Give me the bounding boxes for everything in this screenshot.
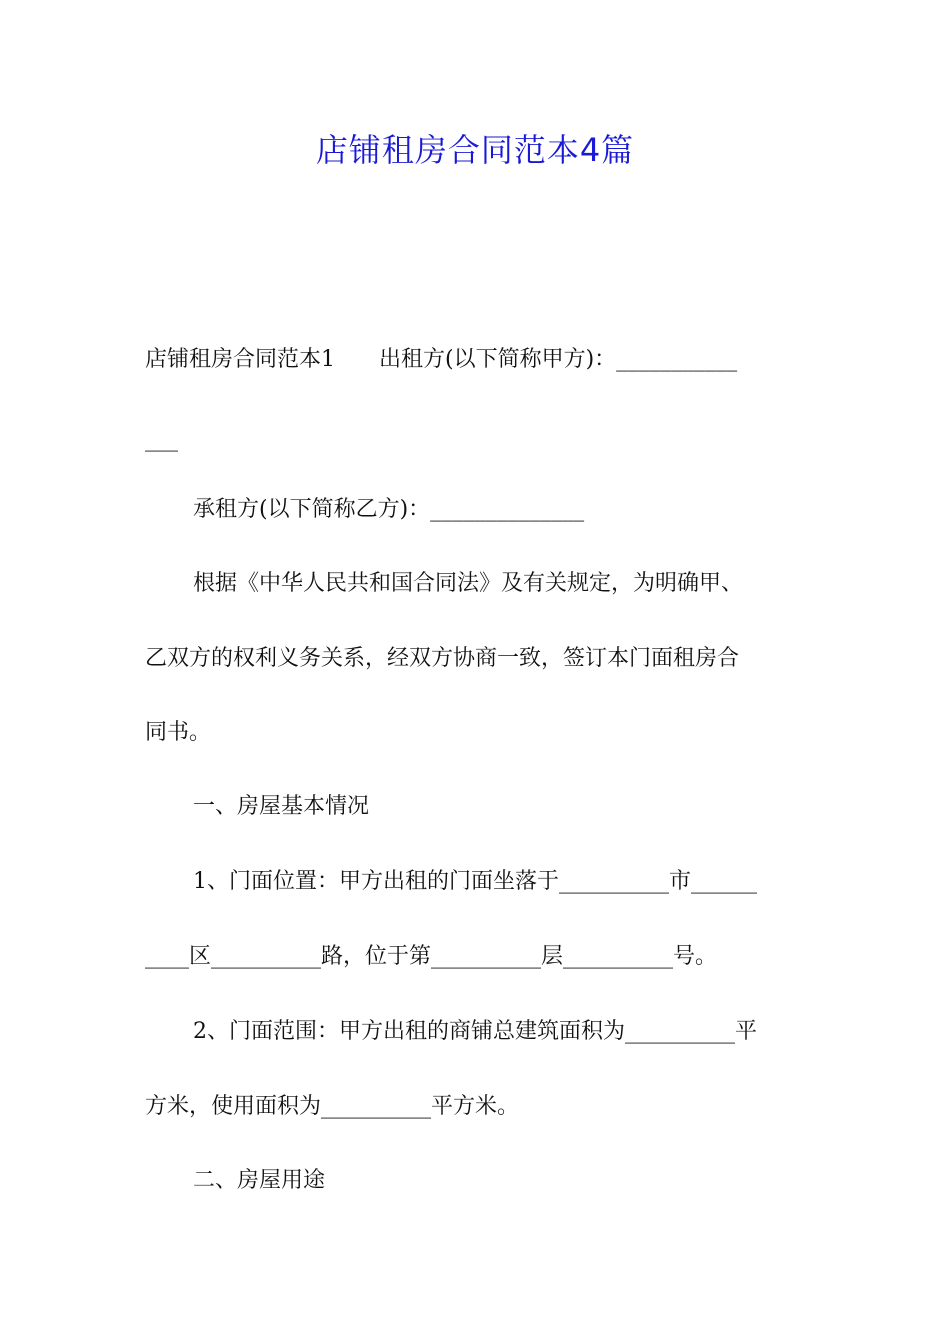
clause-line: ____区__________路，位于第__________层__________号。	[145, 944, 718, 969]
clause-line: 1、门面位置：甲方出租的门面坐落于__________市______	[193, 869, 757, 894]
lessee-line: 承租方(以下简称乙方)：______________	[193, 497, 585, 522]
blank-continuation-line: ___	[145, 427, 178, 452]
paragraph-line: 根据《中华人民共和国合同法》及有关规定，为明确甲、	[193, 571, 744, 596]
section-heading: 一、房屋基本情况	[193, 794, 370, 819]
section-heading: 二、房屋用途	[193, 1168, 326, 1193]
clause-line: 方米，使用面积为__________平方米。	[145, 1094, 520, 1119]
contract-intro-line: 店铺租房合同范本1 出租方(以下简称甲方)：___________	[145, 347, 738, 372]
document-title: 店铺租房合同范本4篇	[315, 131, 635, 169]
paragraph-line: 同书。	[145, 720, 212, 745]
paragraph-line: 乙双方的权利义务关系，经双方协商一致，签订本门面租房合	[145, 646, 740, 671]
clause-line: 2、门面范围：甲方出租的商铺总建筑面积为__________平	[193, 1019, 757, 1044]
